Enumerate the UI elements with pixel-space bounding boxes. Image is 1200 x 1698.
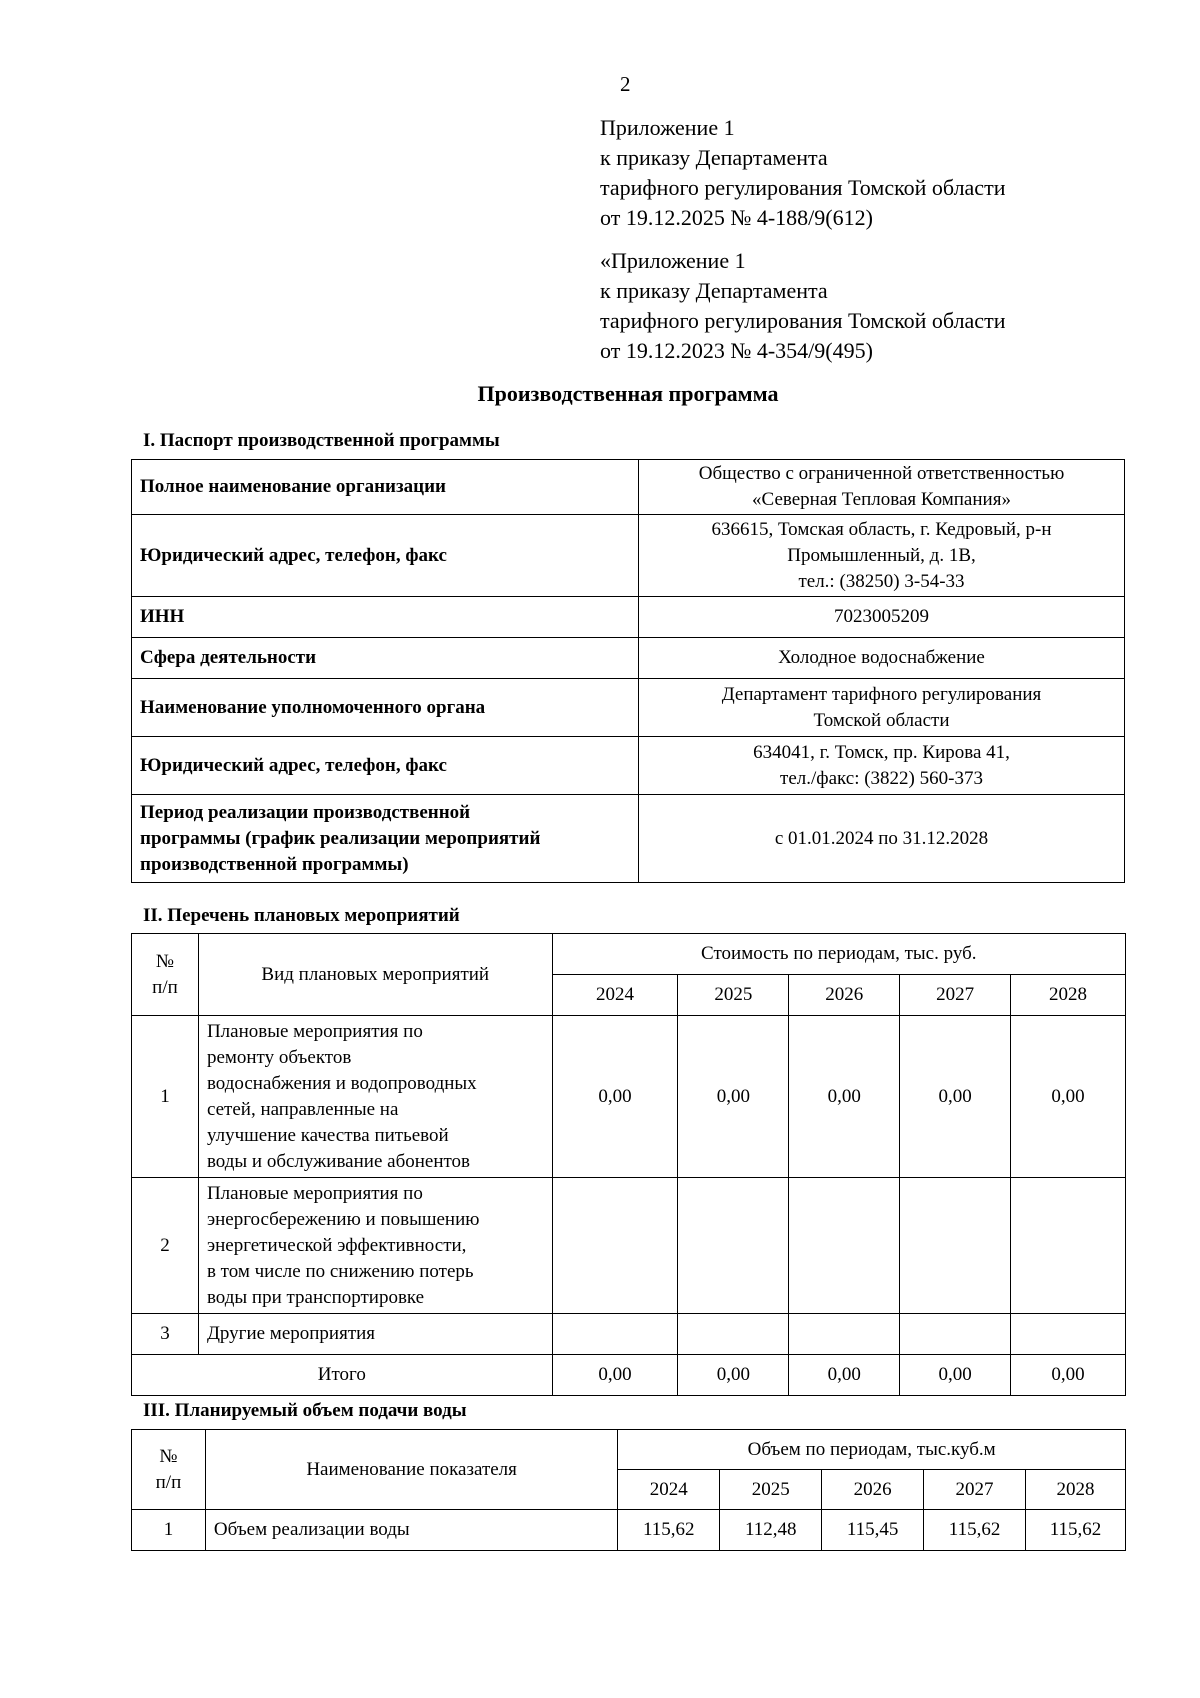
year-header: 2026 [822,1470,924,1510]
indicator-name: Объем реализации воды [205,1510,617,1551]
row-number: 1 [132,1510,206,1551]
measures-table [131,933,1126,1396]
passport-key: Сфера деятельности [132,638,639,679]
year-header: 2027 [924,1470,1026,1510]
volume-cell: 115,62 [618,1510,720,1551]
annex-line: тарифного регулирования Томской области [600,175,1006,200]
annex-header-original [600,246,1005,366]
cost-cell: 0,00 [552,1016,678,1178]
total-cell: 0,00 [900,1355,1011,1396]
cost-cell [900,1178,1011,1314]
table-row [132,515,1125,597]
passport-key: Юридический адрес, телефон, факс [132,737,639,795]
table-row [132,1510,1126,1551]
total-row [132,1355,1126,1396]
year-header: 2028 [1011,975,1126,1016]
volume-cell: 115,62 [924,1510,1026,1551]
annex-line: к приказу Департамента [600,145,828,170]
passport-value: 636615, Томская область, г. Кедровый, р-н Промышленный, д. 1В, тел.: (38250) 3-54-33 [639,515,1125,597]
section-measures-title: II. Перечень плановых мероприятий [143,905,460,926]
measure-name: Другие мероприятия [198,1314,552,1355]
cost-cell [789,1178,900,1314]
year-header: 2026 [789,975,900,1016]
annex-line: Приложение 1 [600,115,735,140]
passport-value: Общество с ограниченной ответственностью «Северная Тепловая Компания» [639,460,1125,515]
cost-cell [900,1314,1011,1355]
col-header-number: № п/п [132,1430,206,1510]
row-number: 1 [132,1016,199,1178]
table-row [132,1314,1126,1355]
table-row [132,737,1125,795]
cost-cell [552,1314,678,1355]
volume-cell: 115,45 [822,1510,924,1551]
total-cell: 0,00 [678,1355,789,1396]
passport-value: 634041, г. Томск, пр. Кирова 41, тел./факс: (3822) 560-373 [639,737,1125,795]
cost-cell [678,1178,789,1314]
measure-name: Плановые мероприятия по ремонту объектов водоснабжения и водопроводных сетей, направленные на улучшение качества питьевой воды и обслуживание абонентов [198,1016,552,1178]
total-label: Итого [132,1355,553,1396]
total-cell: 0,00 [1011,1355,1126,1396]
passport-value: 7023005209 [639,597,1125,638]
year-header: 2025 [678,975,789,1016]
table-row [132,1016,1126,1178]
passport-key: Наименование уполномоченного органа [132,679,639,737]
passport-value: Холодное водоснабжение [639,638,1125,679]
document-title: Производственная программа [477,381,779,406]
year-header: 2024 [552,975,678,1016]
cost-cell: 0,00 [678,1016,789,1178]
volume-cell: 112,48 [720,1510,822,1551]
annex-line: «Приложение 1 [600,248,746,273]
cost-cell: 0,00 [1011,1016,1126,1178]
col-header-measure: Вид плановых мероприятий [198,934,552,1016]
cost-cell [552,1178,678,1314]
passport-value: Департамент тарифного регулирования Томской области [639,679,1125,737]
section-volume-title: III. Планируемый объем подачи воды [143,1400,467,1421]
row-number: 3 [132,1314,199,1355]
col-header-indicator: Наименование показателя [205,1430,617,1510]
table-row [132,1178,1126,1314]
table-row [132,638,1125,679]
annex-line: к приказу Департамента [600,278,828,303]
passport-value: с 01.01.2024 по 31.12.2028 [639,795,1125,883]
measure-name: Плановые мероприятия по энергосбережению и повышению энергетической эффективности, в том числе по снижению потерь воды при транспортировке [198,1178,552,1314]
annex-line: от 19.12.2023 № 4-354/9(495) [600,338,873,363]
year-header: 2024 [618,1470,720,1510]
col-header-cost: Стоимость по периодам, тыс. руб. [552,934,1125,975]
passport-key: Полное наименование организации [132,460,639,515]
volume-cell: 115,62 [1026,1510,1126,1551]
passport-key: ИНН [132,597,639,638]
cost-cell [1011,1314,1126,1355]
passport-key: Период реализации производственной программы (график реализации мероприятий производственной программы) [132,795,639,883]
year-header: 2028 [1026,1470,1126,1510]
table-row [132,460,1125,515]
table-row [132,795,1125,883]
annex-header-current [600,113,1005,233]
water-volume-table [131,1429,1126,1551]
cost-cell: 0,00 [900,1016,1011,1178]
cost-cell [789,1314,900,1355]
cost-cell: 0,00 [789,1016,900,1178]
total-cell: 0,00 [789,1355,900,1396]
cost-cell [678,1314,789,1355]
annex-line: от 19.12.2025 № 4-188/9(612) [600,205,873,230]
year-header: 2025 [720,1470,822,1510]
total-cell: 0,00 [552,1355,678,1396]
section-passport-title: I. Паспорт производственной программы [143,430,500,451]
page-number: 2 [620,72,631,96]
passport-key: Юридический адрес, телефон, факс [132,515,639,597]
passport-table [131,459,1125,883]
col-header-number: № п/п [132,934,199,1016]
row-number: 2 [132,1178,199,1314]
year-header: 2027 [900,975,1011,1016]
table-header-row [132,1430,1126,1470]
table-row [132,679,1125,737]
table-header-row [132,934,1126,975]
table-row [132,597,1125,638]
annex-line: тарифного регулирования Томской области [600,308,1006,333]
cost-cell [1011,1178,1126,1314]
col-header-volume: Объем по периодам, тыс.куб.м [618,1430,1126,1470]
